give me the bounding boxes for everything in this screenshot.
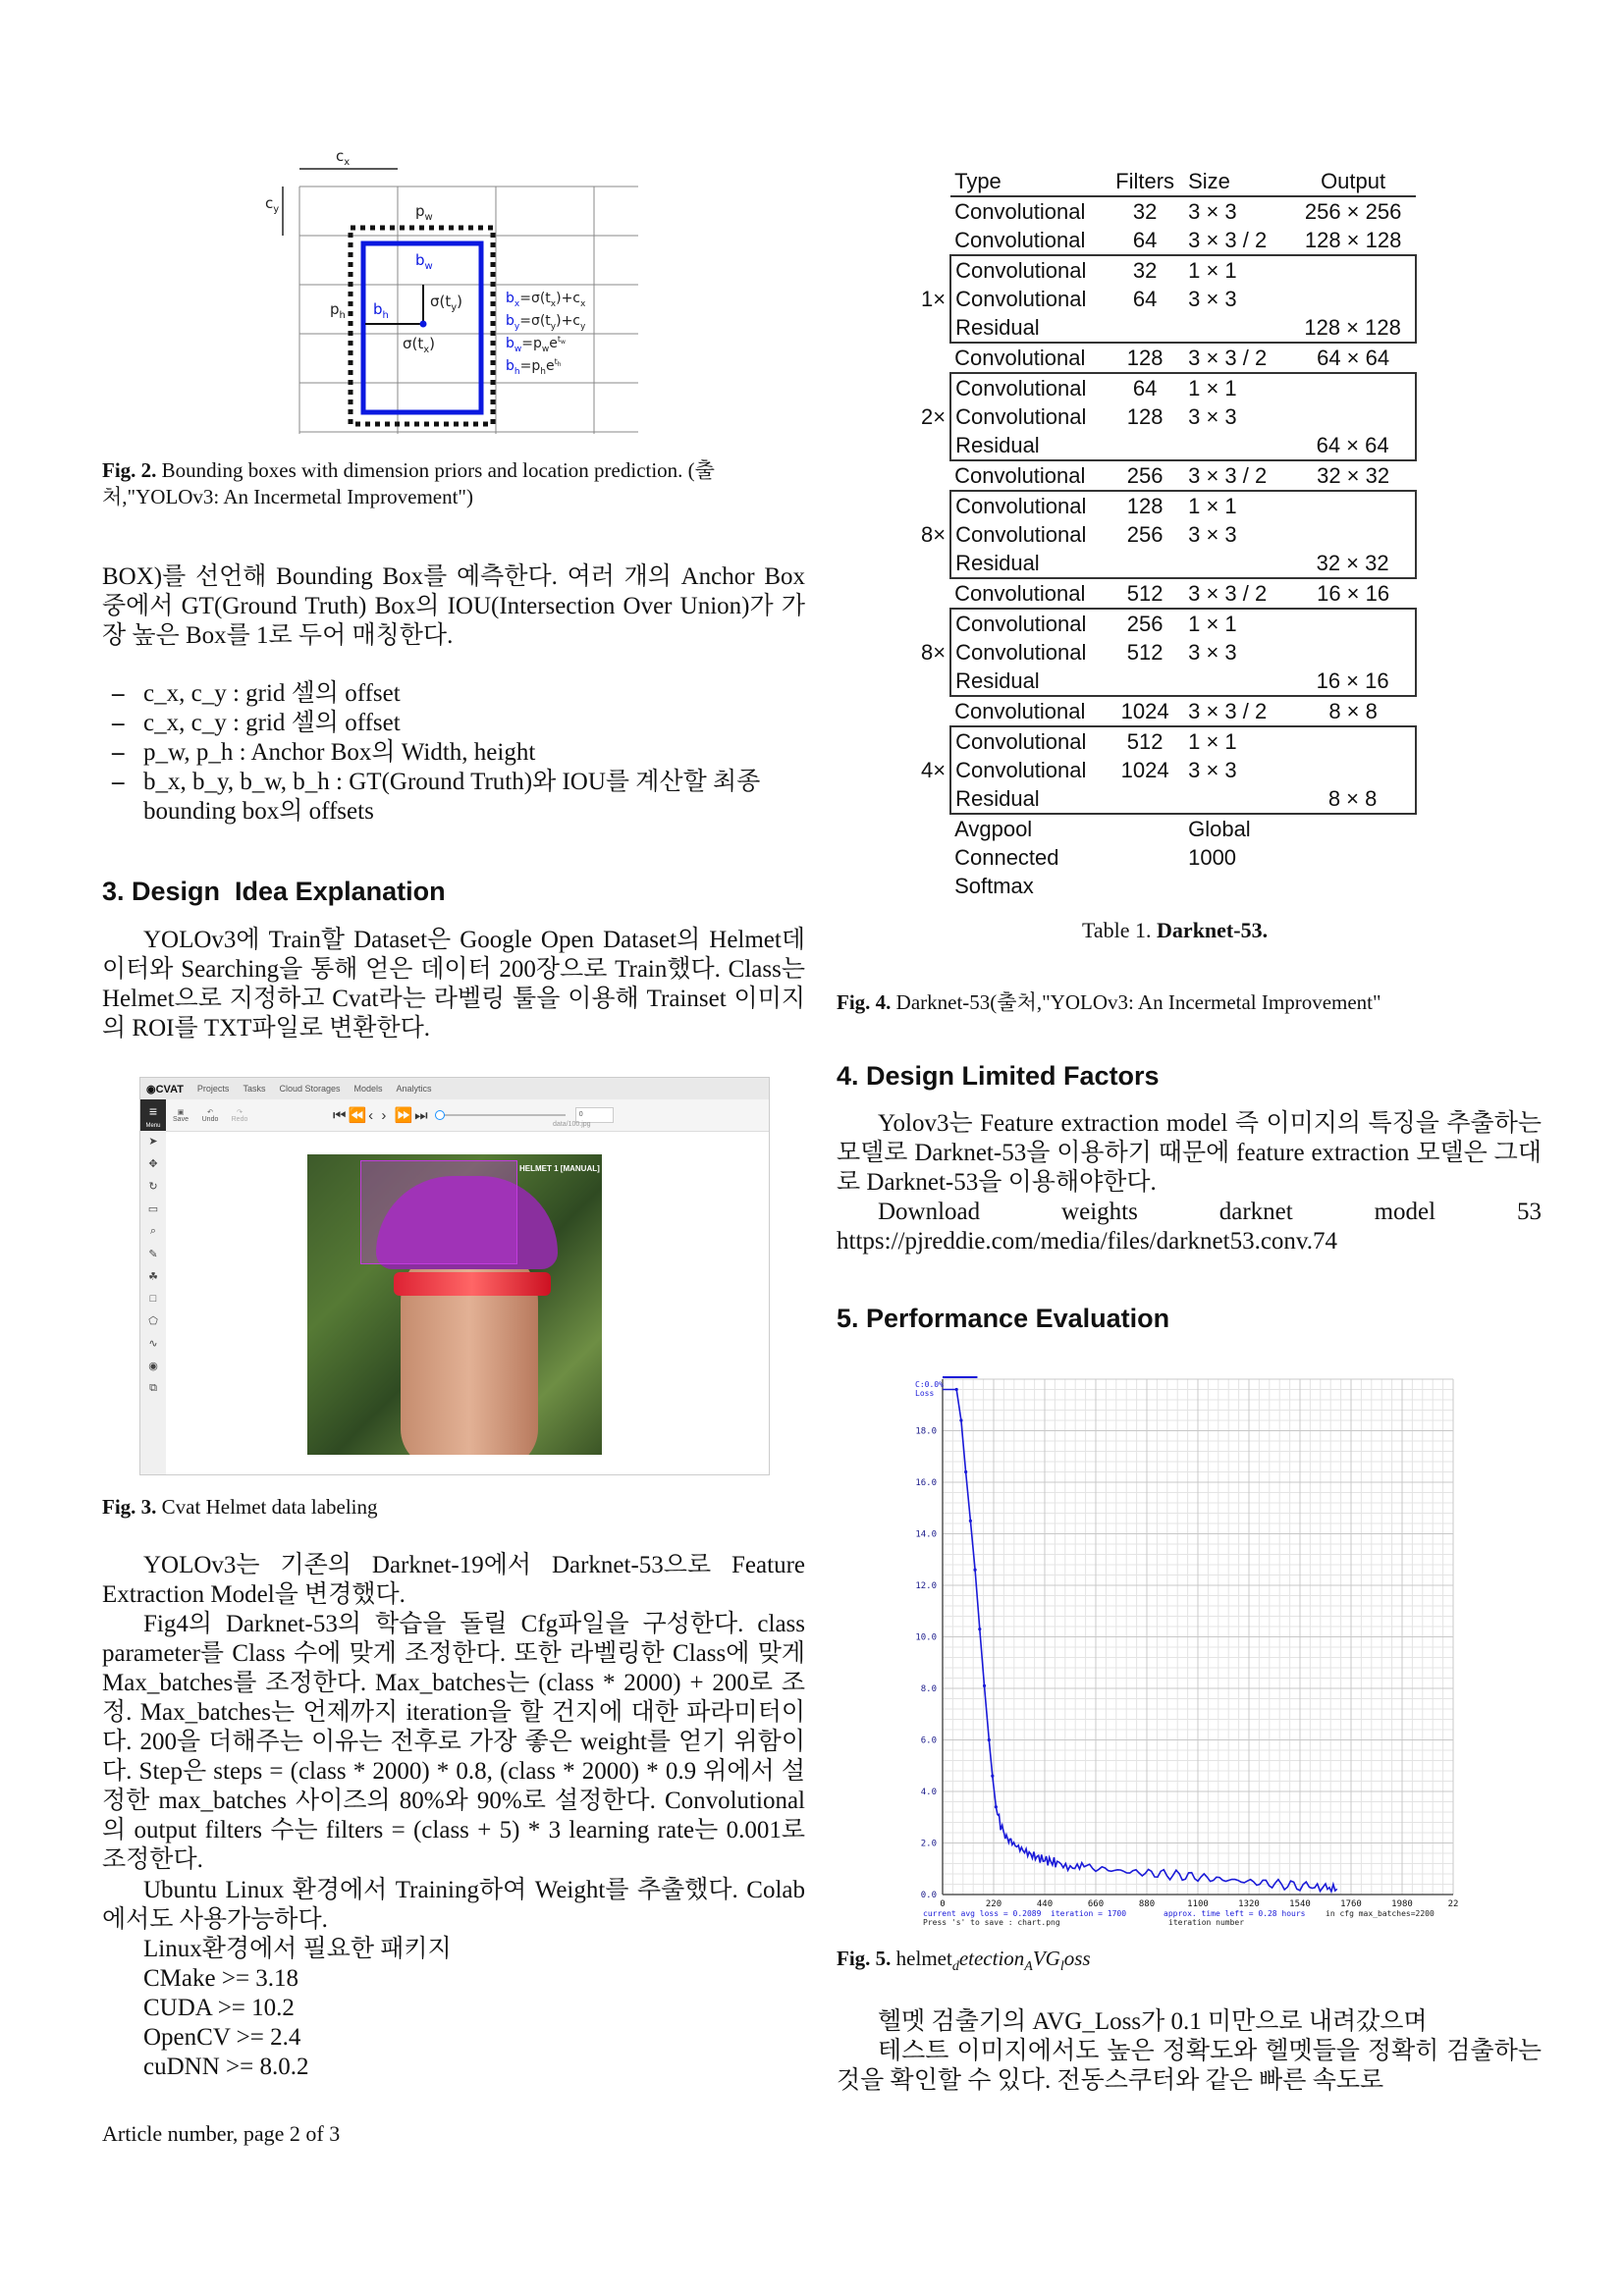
output-cell: 8 × 8 [1290,784,1416,814]
mult-cell [917,226,950,255]
bh-label: $b_h$ [373,300,389,321]
loss-point [978,1628,981,1630]
output-cell: 64 × 64 [1317,345,1390,370]
cvat-frame-slider[interactable] [438,1114,566,1116]
x-tick-label: 0 [940,1899,946,1909]
type-cell: Convolutional [950,491,1106,520]
section-4-heading: 4. Design Limited Factors [837,1061,1160,1091]
polygon-icon[interactable]: ⬠ [148,1315,158,1327]
filters-cell: 64 [1132,227,1158,252]
mult-cell [917,872,950,900]
table-row [917,756,1416,784]
cvat-player-controls[interactable]: ⏮⏪‹ › ⏩⏭ [333,1107,430,1124]
chart-status-text: in cfg max_batches=2200 [1326,1909,1435,1918]
polyline-icon[interactable]: ∿ [148,1338,158,1350]
cvat-logo: ◉CVAT [146,1083,184,1095]
mult-cell [917,431,950,460]
type-cell: Convolutional [950,756,1106,784]
list-item: CUDA >= 10.2 [143,1995,295,2021]
filters-cell [1106,313,1184,343]
size-cell: Global [1188,816,1251,841]
mult-cell [917,255,950,285]
cursor-icon[interactable]: ➤ [148,1136,158,1148]
eq-bx: $b_x=\sigma(t_x)+c_x$ [506,291,586,309]
type-cell: Convolutional [954,198,1086,224]
filters-cell [1106,431,1184,460]
output-cell [1290,373,1416,402]
chart-status-text: Press 's' to save : chart.png [923,1918,1060,1927]
size-cell: 1 × 1 [1184,609,1290,638]
paragraph-test: 테스트 이미지에서도 높은 정확도와 헬멧들을 정확히 검출하는 것을 확인할 수 있다. 전동스쿠터와 같은 빠른 속도로 [837,2038,1542,2094]
x-tick-label: 1760 [1340,1899,1362,1909]
darknet53-table [917,167,1417,900]
y-tick-label: 18.0 [915,1426,937,1437]
type-cell: Softmax [954,873,1034,898]
type-cell: Convolutional [954,462,1086,488]
x-tick-label: 1100 [1187,1899,1209,1909]
fig2-caption-label: Fig. 2. [102,458,157,482]
mult-cell [917,784,950,814]
filters-cell [1106,667,1184,696]
type-cell: Convolutional [954,227,1086,252]
fig4-caption-label: Fig. 4. [837,990,892,1014]
legend-label: C:0.0% [915,1380,944,1389]
cvat-frame-input[interactable]: 0 [575,1107,614,1123]
cvat-topbar [140,1078,769,1099]
output-cell [1290,872,1416,900]
x-tick-label: 1320 [1238,1899,1260,1909]
table-row [917,667,1416,696]
filters-cell: 1024 [1120,698,1169,723]
points-icon[interactable]: ◉ [148,1361,158,1372]
mult-cell: 2× [921,403,947,429]
sigma-tx-label: $\sigma(t_x)$ [403,335,436,355]
y-tick-label: 10.0 [915,1632,937,1643]
fig5-sub3: l [1059,1959,1064,1975]
table-row [917,491,1416,520]
ph-label: $p_h$ [330,300,346,321]
type-cell: Convolutional [954,698,1086,723]
mult-cell [917,726,950,756]
filters-cell: 32 [1106,255,1184,285]
fig5-mid2: VG [1032,1947,1060,1970]
output-cell [1290,402,1416,431]
annotation-box[interactable] [360,1160,517,1264]
size-cell [1184,667,1290,696]
magic-icon[interactable]: ✎ [148,1249,158,1260]
y-tick-label: 4.0 [920,1788,937,1797]
paragraph-loss: 헬멧 검출기의 AVG_Loss가 0.1 미만으로 내려갔으며 [878,2008,1428,2035]
mult-cell [917,196,950,226]
fig2-diagram [255,147,648,442]
legend-label: Loss [915,1389,935,1398]
mult-cell [917,667,950,696]
size-cell [1184,784,1290,814]
output-cell: 32 × 32 [1290,549,1416,578]
filters-cell [1106,872,1184,900]
mult-cell: 4× [921,757,947,782]
output-cell: 32 × 32 [1317,462,1390,488]
type-cell: Convolutional [950,373,1106,402]
type-cell: Convolutional [954,580,1086,606]
table-row [917,696,1416,726]
cvat-nav-models[interactable]: Models [353,1084,383,1094]
fig5-end: oss [1063,1947,1091,1970]
requirements-list [143,1935,805,2082]
fig3-caption-text: Cvat Helmet data labeling [161,1495,378,1519]
size-cell: 3 × 3 / 2 [1188,345,1268,370]
mult-cell [917,696,950,726]
filters-cell [1106,814,1184,843]
output-cell: 128 × 128 [1290,313,1416,343]
fig2-caption-text: Bounding boxes with dimension priors and location prediction. (출처,"YOLOv3: An Incermetal Improvement") [102,458,715,508]
output-cell [1290,491,1416,520]
table-row [917,313,1416,343]
filters-cell: 64 [1106,373,1184,402]
table1-caption-bold: Darknet-53. [1157,918,1269,942]
filters-cell [1106,549,1184,578]
filters-cell: 1024 [1120,757,1169,782]
download-word: 53 [1516,1199,1542,1225]
loss-point [988,1738,991,1741]
x-tick-label: 880 [1138,1899,1156,1909]
cuboid-icon[interactable]: ⧉ [149,1382,157,1394]
y-tick-label: 8.0 [920,1684,937,1694]
eq-bw: $b_w=p_we^tw$ [506,335,566,354]
table-row [917,872,1416,900]
size-cell [1184,872,1290,900]
filters-cell: 256 [1126,462,1164,488]
output-cell [1290,285,1416,313]
size-cell: 3 × 3 [1188,757,1237,782]
paragraph-bbox: BOX)를 선언해 Bounding Box를 예측한다. 여러 개의 Anchor Box 중에서 GT(Ground Truth) Box의 IOU(Intersection Over Union)가 가장 높은 Box를 1로 두어 매칭한다. [102,563,805,649]
output-cell: 64 × 64 [1290,431,1416,460]
cy-label: $c_y$ [265,194,280,215]
mult-cell [917,549,950,578]
cvat-nav-tasks[interactable]: Tasks [243,1084,266,1094]
type-cell: Convolutional [950,402,1106,431]
type-cell: Residual [950,549,1106,578]
table-row [917,843,1416,872]
fig5-mid: etection [958,1947,1025,1970]
y-tick-label: 14.0 [915,1529,937,1540]
fig5-caption-main: helmet [895,1947,952,1970]
table-row [917,726,1416,756]
size-cell: 3 × 3 [1188,198,1237,224]
list-item: – c_x, c_y : grid 셀의 offset [102,709,805,738]
download-word: Download [878,1199,981,1225]
type-cell: Residual [950,431,1106,460]
table-header: Output [1290,167,1416,196]
size-cell: 3 × 3 / 2 [1188,462,1268,488]
fig4-caption-text: Darknet-53(출처,"YOLOv3: An Incermetal Improvement" [895,990,1381,1014]
list-item: OpenCV >= 2.4 [143,2024,301,2051]
mult-cell [917,609,950,638]
cvat-filename: data/100.jpg [553,1121,591,1128]
x-tick-label: 440 [1036,1899,1054,1909]
size-cell [1184,431,1290,460]
chart-status-text: approx. time left = 0.28 hours [1164,1909,1306,1918]
fig2-caption [102,457,809,510]
y-tick-label: 16.0 [915,1478,937,1488]
y-tick-label: 0.0 [920,1891,937,1900]
loss-point [995,1805,998,1808]
output-cell [1290,609,1416,638]
x-axis-label: iteration number [1168,1918,1245,1927]
cvat-save-button[interactable]: ▣ Save [173,1108,189,1123]
cvat-toolbar [140,1099,769,1132]
ai-icon[interactable]: ☘ [148,1271,158,1283]
download-word: darknet [1218,1199,1293,1225]
x-tick-label: 220 [985,1899,1002,1909]
paragraph-dataset: YOLOv3에 Train할 Dataset은 Google Open Dataset의 Helmet데이터와 Searching을 통해 얻은 데이터 200장으로 Train했다. Class는 Helmet으로 지정하고 Cvat라는 라벨링 툴을 이용해 Trainset 이미지의 ROI를 TXT파일로 변환한다. [102,927,805,1041]
x-tick-label: 1980 [1391,1899,1413,1909]
table-row [917,285,1416,313]
table-row [917,784,1416,814]
size-cell: 3 × 3 [1188,403,1237,429]
table-row [917,373,1416,402]
loss-point [983,1684,986,1687]
mult-cell [917,313,950,343]
mult-cell [917,843,950,872]
x-tick-label: 22 [1447,1899,1459,1909]
paragraph-darknet: YOLOv3는 기존의 Darknet-19에서 Darknet-53으로 Feature Extraction Model을 변경했다. [102,1552,805,1608]
filters-cell: 256 [1126,521,1164,547]
list-item: CMake >= 3.18 [143,1965,299,1992]
eq-by: $b_y=\sigma(t_y)+c_y$ [506,313,586,332]
table-row [917,520,1416,549]
type-cell: Connected [954,844,1059,870]
output-cell [1290,843,1416,872]
table-header: Filters [1106,167,1184,196]
bullet-list [102,679,805,827]
cvat-redo-button[interactable]: ↷ Redo [231,1108,248,1123]
size-cell: 3 × 3 / 2 [1188,698,1268,723]
pw-label: $p_w$ [415,202,433,223]
fig3-caption-label: Fig. 3. [102,1495,157,1519]
download-line [878,1198,1542,1227]
table-row [917,578,1416,609]
size-cell: 1 × 1 [1184,491,1290,520]
download-word: weights [1061,1199,1138,1225]
zoom-icon[interactable]: ⌕ [149,1225,157,1237]
table-row [917,402,1416,431]
type-cell: Convolutional [950,638,1106,667]
filters-cell: 64 [1132,286,1158,311]
size-cell: 3 × 3 / 2 [1188,227,1268,252]
table-row [917,343,1416,373]
table-row [917,638,1416,667]
cvat-nav-projects[interactable]: Projects [196,1084,230,1094]
cvat-screenshot [139,1077,770,1475]
mult-cell: 8× [921,639,947,665]
loss-point [991,1775,994,1778]
loss-point [969,1520,972,1522]
download-word: model [1374,1199,1436,1225]
filters-cell: 256 [1106,609,1184,638]
filters-cell: 128 [1106,491,1184,520]
chart-status-text: iteration = 1700 [1051,1909,1127,1918]
type-cell: Convolutional [950,285,1106,313]
eq-bh: $b_h=p_he^th$ [506,357,562,377]
mult-cell: 8× [921,521,947,547]
output-cell: 16 × 16 [1317,580,1390,606]
list-item: Linux환경에서 필요한 패키지 [143,1936,452,1962]
size-cell: 1 × 1 [1184,373,1290,402]
output-cell: 8 × 8 [1328,698,1378,723]
table-row [917,460,1416,491]
section-5-heading: 5. Performance Evaluation [837,1304,1170,1333]
list-item: – p_w, p_h : Anchor Box의 Width, height [102,738,805,768]
list-item: cuDNN >= 8.0.2 [143,2054,309,2080]
mult-cell: 1× [921,286,947,311]
y-tick-label: 12.0 [915,1581,937,1591]
filters-cell: 128 [1126,403,1164,429]
cvat-left-tools [140,1131,166,1475]
loss-chart [903,1369,1473,1929]
filters-cell: 128 [1126,345,1164,370]
type-cell: Residual [950,667,1106,696]
output-cell [1290,255,1416,285]
table-row [917,431,1416,460]
fig3-caption [102,1494,805,1521]
type-cell: Convolutional [950,520,1106,549]
loss-point [959,1418,962,1421]
annotation-label: HELMET 1 [MANUAL] [519,1164,600,1173]
sigma-ty-label: $\sigma(t_y)$ [430,293,463,313]
size-cell: 3 × 3 [1188,286,1237,311]
list-item: – b_x, b_y, b_w, b_h : GT(Ground Truth)와 IOU를 계산할 최종 bounding box의 offsets [102,768,805,827]
cvat-nav-cloud[interactable]: Cloud Storages [279,1084,341,1094]
fig4-caption [837,989,1543,1016]
type-cell: Residual [950,313,1106,343]
output-cell [1290,814,1416,843]
bw-label: $b_w$ [415,251,433,272]
x-tick-label: 1540 [1289,1899,1311,1909]
loss-point [955,1388,958,1391]
size-cell: 1000 [1188,844,1237,870]
type-cell: Convolutional [950,255,1106,285]
loss-point [964,1470,967,1473]
mult-cell [917,491,950,520]
output-cell [1290,756,1416,784]
size-cell: 3 × 3 / 2 [1188,580,1268,606]
filters-cell [1106,843,1184,872]
filters-cell: 512 [1126,639,1164,665]
move-icon[interactable]: ✥ [148,1158,158,1170]
size-cell: 1 × 1 [1184,726,1290,756]
y-tick-label: 2.0 [920,1839,937,1849]
type-cell: Convolutional [950,609,1106,638]
output-cell [1290,726,1416,756]
type-cell: Convolutional [950,726,1106,756]
fig5-caption-label: Fig. 5. [837,1947,892,1970]
list-item: – c_x, c_y : grid 셀의 offset [102,679,805,709]
filters-cell: 512 [1126,580,1164,606]
mult-cell [917,373,950,402]
size-cell: 1 × 1 [1184,255,1290,285]
table-row [917,226,1416,255]
type-cell: Convolutional [954,345,1086,370]
output-cell: 16 × 16 [1290,667,1416,696]
cvat-undo-button[interactable]: ↶ Undo [201,1108,219,1123]
table1-caption-prefix: Table 1. [1082,918,1158,942]
mult-cell [917,814,950,843]
section-3-heading: 3. Design Idea Explanation [102,877,446,906]
fig5-sub2: A [1024,1959,1033,1975]
chart-status-text: current avg loss = 0.2089 [923,1909,1042,1918]
mult-cell [917,578,950,609]
cx-label: $c_x$ [336,147,351,168]
size-cell: 3 × 3 [1188,521,1237,547]
rectangle-icon[interactable]: □ [149,1293,157,1305]
loss-point [973,1569,976,1572]
cvat-menu-button[interactable]: ≡ Menu [140,1099,166,1131]
table-row [917,255,1416,285]
table-header: Type [950,167,1106,196]
fig5-caption [837,1946,1091,1980]
download-url[interactable]: https://pjreddie.com/media/files/darknet53.conv.74 [837,1228,1338,1255]
fig5-sub1: d [951,1959,959,1975]
filters-cell: 32 [1132,198,1158,224]
size-cell [1184,549,1290,578]
output-cell: 128 × 128 [1304,227,1402,252]
fit-icon[interactable]: ▭ [147,1203,159,1215]
output-cell [1290,638,1416,667]
type-cell: Avgpool [954,816,1033,841]
table-row [917,814,1416,843]
output-cell: 256 × 256 [1304,198,1402,224]
paragraph-feature: Yolov3는 Feature extraction model 즉 이미지의 특징을 추출하는 모델로 Darknet-53을 이용하기 때문에 feature extraction 모델은 그대로 Darknet-53을 이용해야한다. [837,1110,1542,1196]
rotate-icon[interactable]: ↻ [148,1181,158,1193]
mult-cell [917,343,950,373]
table-row [917,549,1416,578]
cvat-nav-analytics[interactable]: Analytics [396,1084,432,1094]
paragraph-ubuntu: Ubuntu Linux 환경에서 Training하여 Weight를 추출했다. Colab에서도 사용가능하다. [102,1877,805,1933]
type-cell: Residual [950,784,1106,814]
sunglasses [394,1272,551,1296]
output-cell [1290,520,1416,549]
table-row [917,609,1416,638]
table-header: Size [1184,167,1290,196]
table1-caption [1082,918,1268,943]
size-cell: 3 × 3 [1188,639,1237,665]
page-footer: Article number, page 2 of 3 [102,2121,341,2146]
paragraph-cfg: Fig4의 Darknet-53의 학습을 돌릴 Cfg파일을 구성한다. class parameter를 Class 수에 맞게 조정한다. 또한 라벨링한 Class에 맞게 Max_batches를 조정한다. Max_batches는 (class * 2000) + 200로 조정. Max_batches는 언제까지 iteration을 할 건지에 대한 파라미터이다. 200을 더해주는 이유는 전후로 가장 좋은 weight를 얻기 위함이다. Step은 steps = (class * 2000) * 0.8, (class * 2000) * 0.9 위에서 설정한 max_batches 사이즈의 80%와 90%로 설정한다. Convolutional의 output filters 수는 filters = (class + 5) * 3 learning rate는 0.001로 조정한다. [102,1611,805,1873]
size-cell [1184,313,1290,343]
table-row [917,196,1416,226]
filters-cell [1106,784,1184,814]
mult-cell [917,460,950,491]
filters-cell: 512 [1106,726,1184,756]
y-tick-label: 6.0 [920,1735,937,1746]
x-tick-label: 660 [1087,1899,1105,1909]
